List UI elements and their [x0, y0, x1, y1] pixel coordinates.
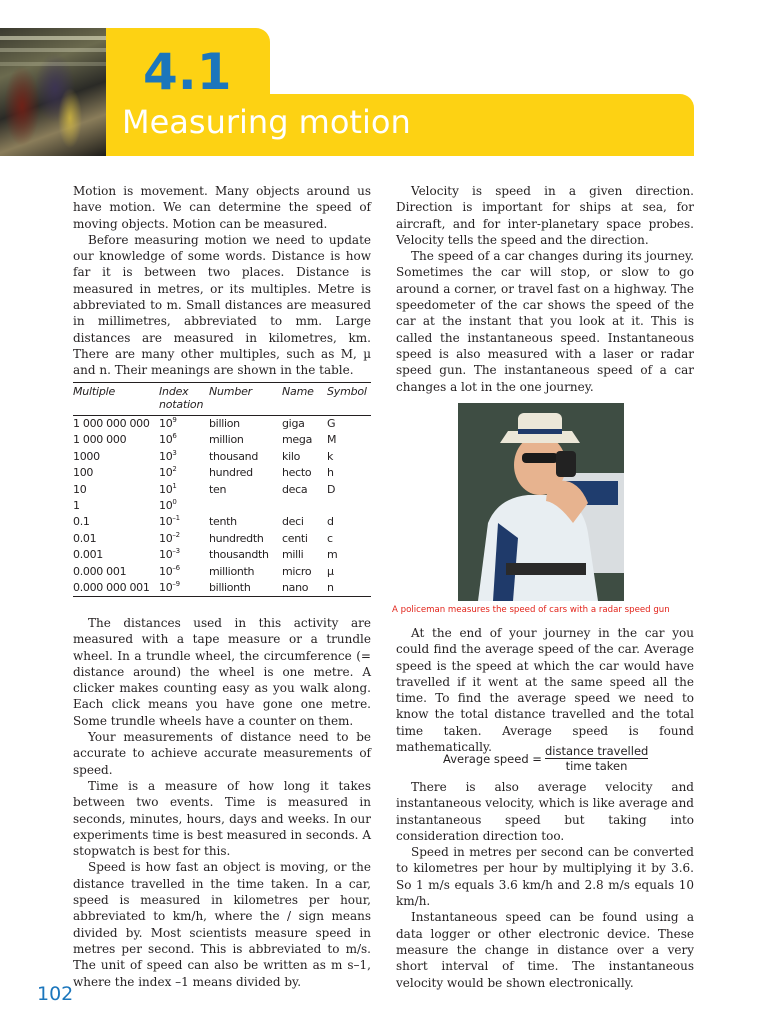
- cell-index-notation: [159, 432, 209, 448]
- cell-number: hundredth: [209, 531, 264, 545]
- col-header-index-notation: Index notation: [159, 385, 204, 411]
- left-column-body: [73, 615, 371, 990]
- cell-symbol: D: [327, 482, 336, 496]
- index-exponent: –6: [172, 563, 180, 572]
- left-column-intro: [73, 183, 371, 379]
- cell-number: billion: [209, 417, 240, 430]
- index-exponent: –9: [172, 580, 180, 589]
- header-photo-crowd: [0, 28, 106, 156]
- cell-multiple: 1000: [73, 449, 100, 463]
- cell-index-notation: [159, 514, 209, 530]
- index-exponent: 0: [172, 498, 177, 507]
- cell-index-notation: [159, 531, 209, 547]
- cell-index-notation: [159, 547, 209, 563]
- table-row: [73, 432, 371, 448]
- index-base: 10: [159, 417, 173, 430]
- page-number: 102: [37, 983, 74, 1005]
- cell-symbol: M: [327, 433, 337, 447]
- cell-number: tenth: [209, 515, 237, 529]
- section-number: 4.1: [143, 43, 232, 101]
- cell-name: deci: [282, 515, 304, 529]
- cell-symbol: k: [327, 449, 334, 463]
- cell-multiple: 100: [73, 466, 94, 480]
- cell-number: [209, 498, 282, 514]
- index-base: 10: [159, 515, 173, 529]
- index-base: 10: [159, 548, 173, 562]
- cell-name: [282, 498, 327, 514]
- cell-index-notation: [159, 465, 209, 481]
- index-base: 10: [159, 564, 173, 578]
- cell-index-notation: [159, 449, 209, 465]
- body-paragraph: Your measurements of distance need to be accurate to achieve accurate measurements of speed.: [73, 730, 371, 777]
- metric-prefix-table: [73, 382, 371, 597]
- cell-name: giga: [282, 417, 305, 430]
- index-exponent: –3: [172, 547, 180, 556]
- table-row: [73, 580, 371, 597]
- col-header-multiple: Multiple: [73, 385, 116, 398]
- cell-number: thousand: [209, 449, 259, 463]
- index-exponent: –1: [172, 514, 180, 523]
- table-row: [73, 564, 371, 580]
- cell-index-notation: [159, 564, 209, 580]
- formula-lhs: Average speed =: [443, 752, 542, 766]
- cell-symbol: G: [327, 417, 336, 430]
- index-exponent: –2: [172, 530, 180, 539]
- table-row: [73, 547, 371, 563]
- index-base: 10: [159, 581, 173, 595]
- index-base: 10: [159, 531, 173, 545]
- table-row: [73, 531, 371, 547]
- body-paragraph: Motion is movement. Many objects around us have motion. We can determine the speed of moving objects. Motion can be measured.: [73, 184, 371, 231]
- cell-multiple: 10: [73, 482, 87, 496]
- cell-index-notation: [159, 416, 209, 433]
- index-base: 10: [159, 482, 173, 496]
- cell-number: ten: [209, 482, 227, 496]
- formula-denominator: time taken: [565, 759, 628, 773]
- index-exponent: 9: [172, 416, 177, 424]
- cell-symbol: d: [327, 515, 334, 529]
- policeman-radar-photo: [458, 403, 624, 601]
- cell-multiple: 0.000 000 001: [73, 581, 150, 595]
- cell-symbol: n: [327, 581, 334, 595]
- cell-index-notation: [159, 498, 209, 514]
- cell-number: thousandth: [209, 548, 269, 562]
- right-column-middle: [396, 625, 694, 755]
- index-exponent: 1: [172, 481, 177, 490]
- right-column-intro: [396, 183, 694, 395]
- index-exponent: 3: [172, 448, 177, 457]
- cell-name: micro: [282, 564, 312, 578]
- cell-number: hundred: [209, 466, 253, 480]
- index-exponent: 2: [172, 465, 177, 474]
- body-paragraph: The distances used in this activity are measured with a tape measure or a trundle wheel. In a trundle wheel, the circumference (= distance around) the wheel is one metre. A clicker makes counting easy as you walk along. Each click means you have gone one metre. Some trundle wheels have a counter on them.: [73, 616, 371, 728]
- cell-symbol: h: [327, 466, 334, 480]
- cell-symbol: c: [327, 531, 333, 545]
- index-base: 10: [159, 466, 173, 480]
- cell-symbol: m: [327, 548, 338, 562]
- cell-name: kilo: [282, 449, 301, 463]
- table-row: [73, 449, 371, 465]
- cell-multiple: 0.1: [73, 515, 90, 529]
- cell-multiple: 0.000 001: [73, 564, 127, 578]
- cell-multiple: 1: [73, 499, 80, 513]
- cell-number: billionth: [209, 581, 251, 595]
- index-base: 10: [159, 449, 173, 463]
- table-row: [73, 416, 371, 433]
- photo-caption: A policeman measures the speed of cars with a radar speed gun: [392, 605, 670, 615]
- table-row: [73, 482, 371, 498]
- col-header-name: Name: [282, 385, 314, 398]
- cell-name: mega: [282, 433, 313, 447]
- average-speed-formula: [440, 744, 660, 774]
- cell-number: millionth: [209, 564, 255, 578]
- right-column-bottom: [396, 779, 694, 991]
- body-paragraph: The speed of a car changes during its journey. Sometimes the car will stop, or slow to go around a corner, or travel fast on a highway. The speedometer of the car shows the speed of the car at the instant that you look at it. This is called the instantaneous speed. Instantaneous speed is also measured with a laser or radar speed gun. The instantaneous speed of a car changes a lot in the one journey.: [396, 249, 694, 394]
- body-paragraph: Velocity is speed in a given direction. Direction is important for ships at sea, for aircraft, and for inter-planetary space probes. Velocity tells the speed and the direction.: [396, 184, 694, 247]
- body-paragraph: Instantaneous speed can be found using a data logger or other electronic device. These measure the change in distance over a very short interval of time. The instantaneous velocity would be shown electronically.: [396, 910, 694, 990]
- cell-name: centi: [282, 531, 308, 545]
- col-header-symbol: Symbol: [327, 385, 367, 398]
- cell-name: nano: [282, 581, 309, 595]
- formula-numerator: distance travelled: [545, 744, 649, 758]
- body-paragraph: At the end of your journey in the car you could find the average speed of the car. Average speed is the speed at which the car would have travelled if it went at the same speed all the time. To find the average speed we need to know the total distance travelled and the total time taken. Average speed is found mathematically.: [396, 626, 694, 755]
- cell-name: milli: [282, 548, 304, 562]
- index-base: 10: [159, 433, 173, 447]
- cell-multiple: 1 000 000 000: [73, 417, 150, 430]
- cell-symbol: µ: [327, 564, 334, 578]
- cell-symbol: [327, 498, 371, 514]
- col-header-number: Number: [209, 385, 252, 398]
- table-row: [73, 498, 371, 514]
- cell-name: hecto: [282, 466, 312, 480]
- page-title: Measuring motion: [122, 103, 411, 141]
- cell-multiple: 1 000 000: [73, 433, 127, 447]
- cell-number: million: [209, 433, 244, 447]
- body-paragraph: Before measuring motion we need to update our knowledge of some words. Distance is how far it is between two places. Distance is measured in metres, or its multiples. Metre is abbreviated to m. Small distances are measured in millimetres, abbreviated to mm. Large distances are measured in kilometres, km. There are many other multiples, such as M, µ and n. Their meanings are shown in the table.: [73, 232, 371, 378]
- table-row: [73, 514, 371, 530]
- index-base: 10: [159, 499, 173, 513]
- cell-index-notation: [159, 482, 209, 498]
- index-exponent: 6: [172, 432, 177, 441]
- body-paragraph: Speed is how fast an object is moving, or the distance travelled in the time taken. In a car, speed is measured in kilometres per hour, abbreviated to km/h, where the / sign means divided by. Most scientists measure speed in metres per second. This is abbreviated to m/s. The unit of speed can also be written as m s–1, where the index –1 means divided by.: [73, 860, 371, 989]
- cell-name: deca: [282, 482, 308, 496]
- table-row: [73, 465, 371, 481]
- body-paragraph: Speed in metres per second can be converted to kilometres per hour by multiplying it by 3.6. So 1 m/s equals 3.6 km/h and 2.8 m/s equals 10 km/h.: [396, 845, 694, 909]
- cell-index-notation: [159, 580, 209, 597]
- cell-multiple: 0.01: [73, 531, 97, 545]
- table-header-row: [73, 383, 371, 416]
- body-paragraph: There is also average velocity and instantaneous velocity, which is like average and instantaneous speed but taking into consideration direction too.: [396, 780, 694, 843]
- body-paragraph: Time is a measure of how long it takes between two events. Time is measured in seconds, minutes, hours, days and weeks. In our experiments time is best measured in seconds. A stopwatch is best for this.: [73, 778, 371, 859]
- cell-multiple: 0.001: [73, 548, 103, 562]
